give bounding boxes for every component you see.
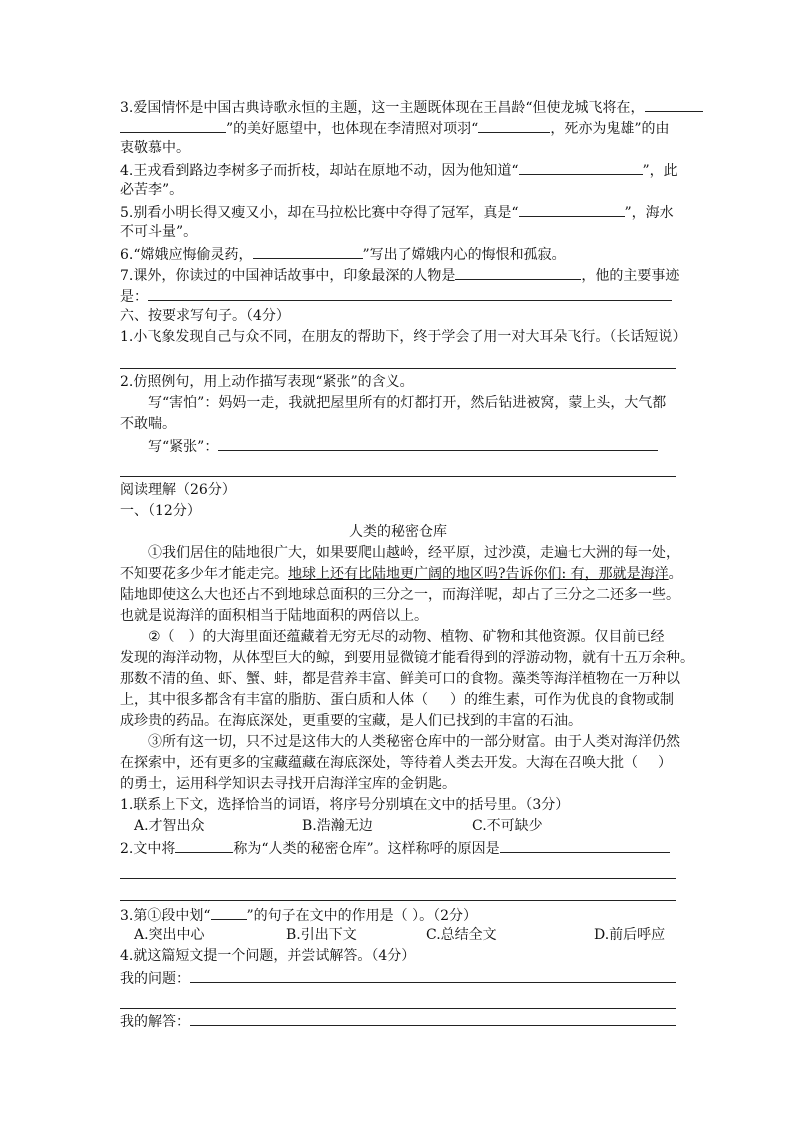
option-a[interactable]: A.才智出众 (134, 818, 205, 834)
option-c[interactable]: C.不可缺少 (472, 818, 543, 834)
paragraph-1-line: 也就是说海洋的面积相当于陆地面积的两倍以上。 (120, 608, 428, 624)
article-title: 人类的秘密仓库 (349, 524, 447, 540)
worksheet-page (120, 96, 694, 1031)
q7-line2: 是： (120, 285, 676, 306)
option-c[interactable]: C.总结全文 (426, 927, 497, 943)
paragraph-2-line: 发现的海洋动物，从体型巨大的鲸，到要用显微镜才能看得到的浮游动物，就有十五万余种。 (120, 650, 694, 666)
answer-blank[interactable] (519, 159, 643, 175)
q6-line: 6.“嫦娥应悔偷灵药， ”写出了嫦娥内心的悔恨和孤寂。 (120, 243, 676, 264)
paragraph-1-line: ①我们居住的陆地很广大，如果要爬山越岭，经平原，过沙漠，走遍七大洲的每一处， (148, 545, 680, 561)
q5-line2: 不可斗量”。 (120, 224, 198, 240)
sec6-q1: 1.小飞象发现自己与众不同，在朋友的帮助下，终于学会了用一对大耳朵飞行。（长话短说） (120, 329, 687, 345)
answer-blank[interactable] (519, 201, 625, 217)
paragraph-3-line: 在探索中，还有更多的宝藏蕴藏在海底深处，等待着人类去开发。大海在召唤大批（ ） (120, 755, 672, 771)
example-sentence: 写“害怕”：妈妈一走，我就把屋里所有的灯都打开，然后钻进被窝，蒙上头，大气都 (148, 395, 667, 411)
paragraph-2-line: 上，其中很多都含有丰富的脂肪、蛋白质和人体（ ）的维生素，可作为优良的食物或制 (120, 692, 674, 708)
paragraph-3-line: ③所有这一切，只不过是这伟大的人类秘密仓库中的一部分财富。由于人类对海洋仍然 (148, 734, 680, 750)
reading-q3-options (120, 925, 676, 946)
paragraph-1-line: 陆地即使这么大也还占不到地球总面积的三分之一，而海洋呢，却占了三分之二还多一些。 (120, 587, 680, 603)
reading-title: 阅读理解（26分） (120, 482, 236, 498)
paragraph-2-line: ②（ ）的大海里面还蕴藏着无穷无尽的动物、植物、矿物和其他资源。仅目前已经 (148, 629, 665, 645)
q5-line1: 5.别看小明长得又瘦又小，却在马拉松比赛中夺得了冠军，真是“ ”，海水 (120, 201, 676, 222)
answer-line[interactable] (120, 348, 676, 369)
answer-blank[interactable] (253, 243, 363, 259)
answer-blank[interactable] (190, 967, 676, 983)
q3-line2: ”的美好愿望中，也体现在李清照对项羽“ ，死亦为鬼雄”的由 (120, 117, 676, 138)
paragraph-2-line: 成珍贵的药品。在海底深处，更重要的宝藏，是人们已找到的丰富的石油。 (120, 713, 582, 729)
q3-line1: 3.爱国情怀是中国古典诗歌永恒的主题，这一主题既体现在王昌龄“但使龙城飞将在， (120, 96, 676, 117)
answer-blank[interactable] (148, 285, 672, 301)
answer-line[interactable] (120, 456, 676, 477)
q7-line1: 7.课外，你读过的中国神话故事中，印象最深的人物是 ，他的主要事迹 (120, 264, 676, 285)
answer-line[interactable] (120, 988, 676, 1009)
answer-blank[interactable] (211, 904, 247, 920)
section-6-title: 六、按要求写句子。（4分） (120, 308, 290, 324)
answer-blank[interactable] (175, 837, 233, 853)
reading-q1: 1.联系上下文，选择恰当的词语，将序号分别填在文中的括号里。（3分） (120, 797, 570, 813)
my-answer-line: 我的解答： (120, 1010, 676, 1031)
q4-line2: 必苦李”。 (120, 182, 184, 198)
sec6-q2: 2.仿照例句，用上动作描写表现“紧张”的含义。 (120, 374, 414, 390)
my-question-line: 我的问题： (120, 967, 676, 988)
reading-q4: 4.就这篇短文提一个问题，并尝试解答。（4分） (120, 948, 416, 964)
q3-line3: 衷敬慕中。 (120, 140, 190, 156)
paragraph-1-line: 不知要花多少年才能走完。地球上还有比陆地更广阔的地区吗?告诉你们: 有，那就是海洋。 (120, 566, 683, 582)
option-d[interactable]: D.前后呼应 (594, 927, 666, 943)
write-nervous-line: 写“紧张”： (120, 435, 676, 456)
q4-line1: 4.王戎看到路边李树多子而折枝，却站在原地不动，因为他知道“ ”，此 (120, 159, 676, 180)
option-b[interactable]: B.引出下文 (286, 927, 357, 943)
answer-blank[interactable] (218, 435, 658, 451)
example-sentence-cont: 不敢喘。 (120, 416, 176, 432)
reading-q1-options (120, 816, 676, 837)
paragraph-2-line: 那数不清的鱼、虾、蟹、蚌，都是营养丰富、鲜美可口的食物。藻类等海洋植物在一万种以 (120, 671, 680, 687)
reading-q2: 2.文中将 称为“人类的秘密仓库”。这样称呼的原因是 (120, 837, 676, 858)
underlined-sentence: 地球上还有比陆地更广阔的地区吗?告诉你们: 有，那就是海洋 (288, 566, 669, 582)
reading-q3: 3.第①段中划“ ”的句子在文中的作用是（ ）。（2分） (120, 904, 676, 925)
answer-blank[interactable] (120, 117, 226, 133)
answer-blank[interactable] (478, 117, 550, 133)
answer-blank[interactable] (190, 1010, 676, 1026)
answer-line[interactable] (120, 858, 676, 879)
answer-blank[interactable] (455, 264, 581, 280)
reading-part-1: 一、（12分） (120, 503, 201, 519)
option-b[interactable]: B.浩瀚无边 (302, 818, 373, 834)
answer-blank[interactable] (500, 837, 670, 853)
answer-blank[interactable] (645, 96, 703, 112)
option-a[interactable]: A.突出中心 (134, 927, 205, 943)
paragraph-3-line: 的勇士，运用科学知识去寻找开启海洋宝库的金钥匙。 (120, 776, 456, 792)
answer-line[interactable] (120, 880, 676, 901)
